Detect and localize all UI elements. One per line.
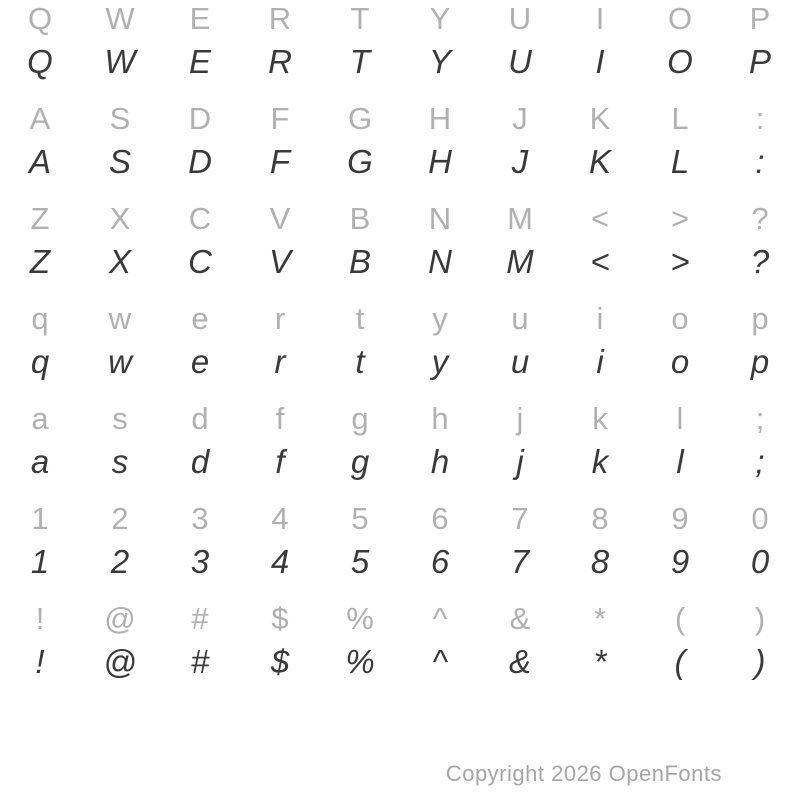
glyph-cell: q [31,301,49,336]
glyph-cell: W [105,1,135,36]
glyph-cell: % [345,643,375,680]
glyph-cell: N [428,201,452,236]
glyph-cell: < [590,243,610,280]
glyph-cell: S [108,143,131,180]
glyph-cell: h [430,443,450,480]
glyph-cell: i [596,301,604,336]
glyph-cell: ) [754,643,766,680]
copyright-text: Copyright 2026 OpenFonts [445,761,722,786]
specimen-row-uppercase-home-row [0,138,800,186]
glyph-cell: a [31,401,49,436]
glyph-cell: Q [27,1,53,36]
glyph-cell: B [349,201,371,236]
glyph-cell: U [508,43,532,80]
glyph-cell: f [275,443,285,480]
glyph-cell: V [269,201,291,236]
glyph-cell: y [432,301,448,336]
glyph-cell: u [511,301,529,336]
glyph-cell: y [431,343,449,380]
glyph-cell: > [670,201,690,236]
glyph-cell: : [755,101,765,136]
glyph-pair-lowercase-home-row [0,400,800,500]
glyph-cell: g [350,443,370,480]
reference-row-uppercase-home-row [0,100,800,138]
glyph-cell: A [29,101,51,136]
glyph-cell: e [190,343,210,380]
glyph-cell: * [593,643,607,680]
glyph-cell: o [671,301,689,336]
glyph-cell: > [670,243,690,280]
glyph-cell: e [191,301,209,336]
glyph-cell: j [516,443,524,480]
specimen-row-lowercase-home-row [0,438,800,486]
glyph-cell: Z [29,243,51,280]
glyph-pair-uppercase-home-row [0,100,800,200]
glyph-cell: T [349,43,371,80]
glyph-cell: ! [35,601,45,636]
glyph-cell: d [190,443,210,480]
glyph-cell: ? [751,201,769,236]
glyph-cell: q [30,343,50,380]
glyph-cell: 4 [270,543,290,580]
glyph-pair-symbols-row [0,600,800,700]
glyph-cell: r [274,301,286,336]
glyph-cell: @ [103,643,137,680]
glyph-cell: & [508,643,531,680]
glyph-cell: & [509,601,531,636]
glyph-cell: P [748,43,771,80]
glyph-cell: 5 [350,543,370,580]
glyph-cell: 7 [511,501,529,536]
glyph-cell: s [112,401,128,436]
glyph-cell: ) [754,601,766,636]
glyph-cell: A [28,143,51,180]
glyph-cell: C [188,243,212,280]
glyph-cell: $ [270,643,290,680]
glyph-cell: H [428,101,452,136]
glyph-cell: D [188,101,212,136]
glyph-cell: 6 [430,543,450,580]
specimen-row-lowercase-top-row [0,338,800,386]
glyph-cell: p [751,301,769,336]
glyph-cell: h [431,401,449,436]
glyph-cell: D [188,143,212,180]
glyph-cell: K [589,101,611,136]
glyph-cell: < [590,201,610,236]
glyph-cell: 9 [671,501,689,536]
glyph-cell: ( [674,601,686,636]
glyph-cell: j [516,401,524,436]
glyph-cell: 2 [110,543,130,580]
glyph-cell: Y [428,43,451,80]
glyph-pair-uppercase-top-row [0,0,800,100]
glyph-cell: U [508,1,532,36]
specimen-row-symbols-row [0,638,800,686]
specimen-row-uppercase-top-row [0,38,800,86]
glyph-cell: 5 [351,501,369,536]
glyph-cell: # [190,643,210,680]
glyph-cell: 1 [31,501,49,536]
glyph-cell: a [30,443,50,480]
reference-row-uppercase-top-row [0,0,800,38]
glyph-cell: ^ [432,601,448,636]
glyph-cell: $ [271,601,289,636]
glyph-cell: 8 [590,543,610,580]
glyph-cell: d [191,401,209,436]
glyph-cell: G [347,101,373,136]
glyph-cell: w [108,343,132,380]
glyph-cell: Y [429,1,451,36]
glyph-cell: p [750,343,770,380]
glyph-cell: s [111,443,129,480]
glyph-cell: 7 [510,543,530,580]
glyph-cell: 0 [751,501,769,536]
glyph-cell: V [268,243,291,280]
glyph-cell: H [428,143,452,180]
glyph-cell: g [351,401,369,436]
glyph-cell: 4 [271,501,289,536]
glyph-cell: r [274,343,286,380]
glyph-cell: k [592,401,608,436]
reference-row-lowercase-top-row [0,300,800,338]
glyph-cell: : [755,143,765,180]
glyph-cell: ; [755,443,765,480]
glyph-cell: @ [104,601,136,636]
glyph-cell: O [667,43,693,80]
glyph-cell: L [671,101,689,136]
glyph-cell: t [355,343,365,380]
glyph-cell: W [104,43,136,80]
reference-row-uppercase-bottom-row [0,200,800,238]
glyph-cell: X [108,243,131,280]
glyph-pair-lowercase-top-row [0,300,800,400]
glyph-cell: M [506,243,534,280]
glyph-cell: ; [755,401,765,436]
glyph-cell: u [510,343,530,380]
glyph-pair-uppercase-bottom-row [0,200,800,300]
glyph-cell: M [507,201,533,236]
glyph-cell: F [270,101,290,136]
glyph-cell: J [512,101,528,136]
glyph-cell: 3 [190,543,210,580]
glyph-cell: o [670,343,690,380]
glyph-cell: l [676,443,684,480]
glyph-cell: f [275,401,285,436]
glyph-cell: F [269,143,291,180]
glyph-cell: N [428,243,452,280]
reference-row-lowercase-home-row [0,400,800,438]
glyph-cell: G [347,143,373,180]
glyph-cell: 3 [191,501,209,536]
glyph-cell: K [588,143,611,180]
glyph-cell: i [596,343,604,380]
glyph-cell: R [268,43,292,80]
reference-row-digits-row [0,500,800,538]
glyph-cell: 6 [431,501,449,536]
glyph-cell: 9 [670,543,690,580]
glyph-cell: 2 [111,501,129,536]
glyph-cell: S [109,101,131,136]
glyph-cell: E [189,1,211,36]
glyph-cell: X [109,201,131,236]
glyph-cell: Z [30,201,50,236]
glyph-cell: R [268,1,292,36]
glyph-cell: k [591,443,609,480]
reference-row-symbols-row [0,600,800,638]
glyph-cell: ( [674,643,686,680]
specimen-row-uppercase-bottom-row [0,238,800,286]
glyph-cell: # [191,601,209,636]
glyph-cell: Q [27,43,53,80]
glyph-cell: C [188,201,212,236]
glyph-cell: L [670,143,690,180]
glyph-pair-digits-row [0,500,800,600]
glyph-cell: J [511,143,529,180]
glyph-cell: t [355,301,365,336]
glyph-cell: 1 [30,543,50,580]
glyph-cell: T [350,1,370,36]
glyph-cell: * [593,601,607,636]
glyph-cell: 0 [750,543,770,580]
glyph-cell: E [188,43,211,80]
glyph-cell: I [595,1,605,36]
glyph-cell: % [346,601,374,636]
glyph-cell: I [595,43,605,80]
glyph-cell: B [348,243,371,280]
glyph-cell: ? [750,243,770,280]
glyph-cell: P [749,1,771,36]
glyph-cell: l [676,401,684,436]
glyph-cell: ^ [432,643,448,680]
specimen-row-digits-row [0,538,800,586]
glyph-cell: 8 [591,501,609,536]
glyph-cell: w [108,301,132,336]
glyph-cell: ! [35,643,45,680]
glyph-cell: O [667,1,693,36]
